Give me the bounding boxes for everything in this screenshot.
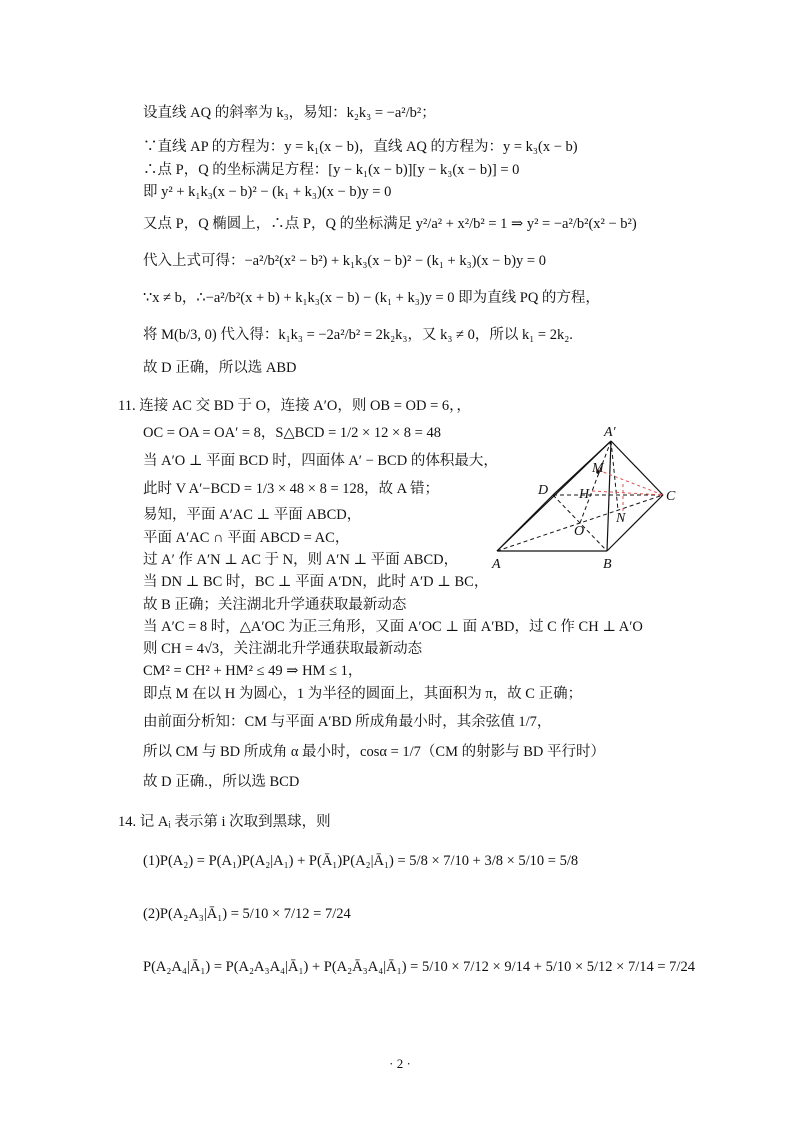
sec10-line-5: 又点 P，Q 椭圆上，∴点 P，Q 的坐标满足 y²/a² + x²/b² = 1 ⇒ y² = −a²/b²(x² − b²) [143, 216, 637, 232]
sec14-line-2: (1)P(A₂) = P(A₁)P(A₂|A₁) + P(Ā₁)P(A₂|Ā₁) = 5/8 × 7/10 + 3/8 × 5/10 = 5/8 [143, 853, 579, 869]
sec11-line-4: 此时 V A′−BCD = 1/3 × 48 × 8 = 128，故 A 错； [143, 481, 439, 497]
label-A1: A′ [604, 425, 616, 440]
segment-CH [592, 491, 663, 495]
label-A: A [492, 557, 501, 572]
label-C: C [666, 489, 676, 504]
sec11-line-5: 易知，平面 A′AC ⊥ 平面 ABCD， [143, 507, 362, 523]
sec11-line-9: 故 B 正确；关注湖北升学通获取最新动态 [143, 597, 407, 613]
sec11-line-14: 由前面分析知：CM 与平面 A′BD 所成角最小时，其余弦值 1/7， [143, 714, 552, 730]
label-D: D [538, 483, 549, 498]
sec11-line-6: 平面 A′AC ∩ 平面 ABCD = AC， [143, 530, 350, 546]
sec10-line-8: 将 M(b/3, 0) 代入得：k₁k₃ = −2a²/b² = 2k₂k₃，又 k₃ ≠ 0，所以 k₁ = 2k₂. [143, 327, 573, 343]
sec10-line-3: ∴点 P，Q 的坐标满足方程：[y − k₁(x − b)][y − k₃(x − b)] = 0 [143, 162, 520, 178]
sec11-line-15: 所以 CM 与 BD 所成角 α 最小时，cosα = 1/7（CM 的射影与 BD 平行时） [143, 744, 606, 760]
segment-OA1 [580, 441, 611, 523]
sec14-line-3: (2)P(A₂A₃|Ā₁) = 5/10 × 7/12 = 7/24 [143, 906, 351, 922]
sec11-line-2: OC = OA = OA′ = 8，S△BCD = 1/2 × 12 × 8 = 48 [143, 425, 441, 441]
label-B: B [603, 557, 612, 572]
tetrahedron-figure [480, 418, 690, 578]
sec14-line-1: 14. 记 Aᵢ 表示第 i 次取到黑球，则 [118, 814, 331, 830]
edge-BA1 [607, 441, 611, 551]
sec11-line-13: 即点 M 在以 H 为圆心，1 为半径的圆面上，其面积为 π，故 C 正确； [143, 686, 583, 702]
sec10-line-6: 代入上式可得：−a²/b²(x² − b²) + k₁k₃(x − b)² − (k₁ + k₃)(x − b)y = 0 [143, 253, 546, 269]
label-N: N [616, 511, 626, 526]
edge-CA1 [611, 441, 663, 495]
segment-CM [598, 470, 663, 495]
label-H: H [579, 487, 590, 502]
sec11-line-8: 当 DN ⊥ BC 时，BC ⊥ 平面 A′DN，此时 A′D ⊥ BC， [143, 574, 489, 590]
sec11-line-7: 过 A′ 作 A′N ⊥ AC 于 N，则 A′N ⊥ 平面 ABCD， [143, 552, 459, 568]
sec10-line-9: 故 D 正确，所以选 ABD [143, 360, 297, 376]
sec10-line-1: 设直线 AQ 的斜率为 k₃，易知：k₂k₃ = −a²/b²； [143, 105, 436, 121]
sec10-line-7: ∵x ≠ b，∴−a²/b²(x + b) + k₁k₃(x − b) − (k₁ + k₃)y = 0 即为直线 PQ 的方程， [143, 290, 600, 306]
sec11-line-12: CM² = CH² + HM² ≤ 49 ⇒ HM ≤ 1， [143, 663, 363, 679]
page-number: · 2 · [389, 1056, 411, 1071]
label-M: M [592, 461, 604, 476]
segment-A1N [611, 441, 618, 510]
sec11-line-10: 当 A′C = 8 时，△A′OC 为正三角形，又面 A′OC ⊥ 面 A′BD，过 C 作 CH ⊥ A′O [143, 619, 643, 635]
sec14-line-4: P(A₂A₄|Ā₁) = P(A₂A₃A₄|Ā₁) + P(A₂Ā₃A₄|Ā₁) = 5/10 × 7/12 × 9/14 + 5/10 × 5/12 × 7/14 = 7/24 [143, 959, 695, 975]
label-O: O [574, 524, 585, 539]
sec11-line-3: 当 A′O ⊥ 平面 BCD 时，四面体 A′ − BCD 的体积最大， [143, 453, 498, 469]
sec10-line-4: 即 y² + k₁k₃(x − b)² − (k₁ + k₃)(x − b)y = 0 [143, 184, 392, 200]
sec11-line-1: 11. 连接 AC 交 BD 于 O，连接 A′O，则 OB = OD = 6，， [118, 398, 471, 414]
sec10-line-2: ∵直线 AP 的方程为：y = k₁(x − b)，直线 AQ 的方程为：y = k₃(x − b) [143, 139, 578, 155]
sec11-line-16: 故 D 正确.，所以选 BCD [143, 774, 300, 790]
sec11-line-11: 则 CH = 4√3，关注湖北升学通获取最新动态 [143, 641, 423, 657]
